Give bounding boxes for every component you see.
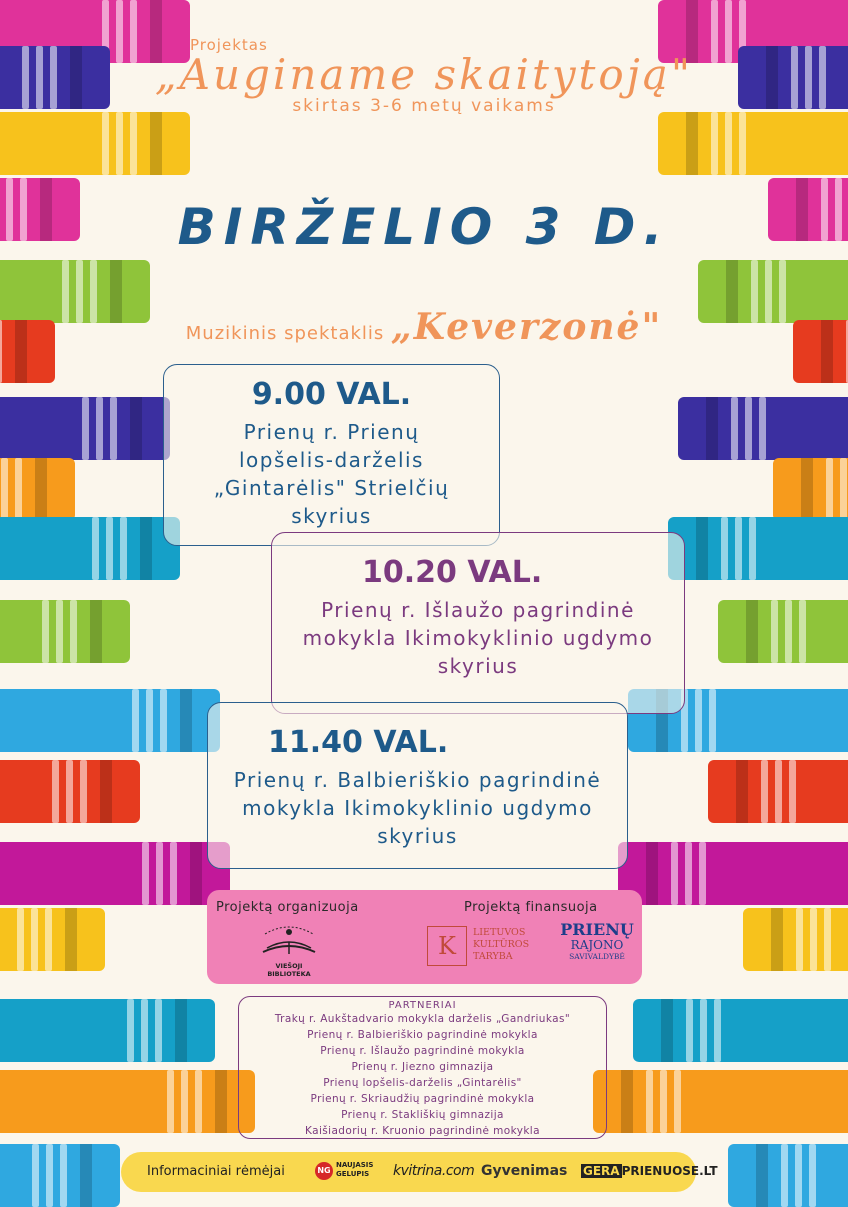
book-stripe (711, 112, 718, 175)
book-spine (0, 600, 130, 663)
book-spine (593, 1070, 848, 1133)
book-stripe (56, 600, 63, 663)
book-stripe (646, 1070, 653, 1133)
book-band (130, 397, 142, 460)
partner-item: Prienų r. Išlaužo pagrindinė mokykla (320, 1045, 525, 1057)
book-stripe (156, 842, 163, 905)
book-stripe (789, 760, 796, 823)
book-stripe (132, 689, 139, 752)
book-spine (0, 908, 105, 971)
book-stripe (181, 1070, 188, 1133)
event-box-2 (271, 532, 685, 714)
book-stripe (671, 842, 678, 905)
ltk-line-2: KULTŪROS (473, 939, 530, 950)
book-band (215, 1070, 227, 1133)
book-stripe (721, 517, 728, 580)
partner-item: Prienų r. Jiezno gimnazija (351, 1061, 494, 1073)
organizes-label: Projektą organizuoja (216, 900, 359, 915)
book-stripe (160, 689, 167, 752)
book-stripe (674, 1070, 681, 1133)
ng-line-1: NAUJASIS (336, 1161, 374, 1169)
book-band (646, 842, 658, 905)
book-stripe (15, 458, 22, 521)
event-place: Prienų r. Prienų lopšelis-darželis „Gintarėlis" Strielčių skyrius (213, 420, 450, 528)
book-spine (0, 842, 230, 905)
book-stripe (799, 600, 806, 663)
book-spine (0, 112, 190, 175)
book-stripe (195, 1070, 202, 1133)
prienai-line-1: PRIENŲ (560, 920, 634, 939)
book-spine (0, 458, 75, 521)
partner-item: Prienų r. Balbieriškio pagrindinė mokykla (307, 1029, 538, 1041)
book-stripe (46, 1144, 53, 1207)
book-spine (0, 517, 180, 580)
book-stripe (709, 689, 716, 752)
book-band (706, 397, 718, 460)
partner-item: Prienų lopšelis-darželis „Gintarėlis" (323, 1077, 522, 1089)
show-label: Muzikinis spektaklis (185, 323, 385, 344)
book-spine (658, 112, 848, 175)
project-label: Projektas (190, 36, 268, 54)
book-band (736, 760, 748, 823)
book-stripe (116, 112, 123, 175)
event-box-1 (163, 364, 500, 546)
book-spine (0, 397, 170, 460)
book-stripe (699, 842, 706, 905)
book-stripe (810, 908, 817, 971)
book-band (150, 112, 162, 175)
book-stripe (170, 842, 177, 905)
book-spine (773, 458, 848, 521)
book-stripe (127, 999, 134, 1062)
finances-label: Projektą finansuoja (464, 900, 598, 915)
book-band (180, 689, 192, 752)
book-stripe (17, 908, 24, 971)
event-date: BIRŽELIO 3 D. (177, 198, 671, 256)
event-box-3 (207, 702, 628, 869)
book-spine (718, 600, 848, 663)
gera-text: GERA (583, 1164, 620, 1178)
book-stripe (60, 1144, 67, 1207)
book-band (35, 458, 47, 521)
book-stripe (826, 458, 833, 521)
book-stripe (761, 760, 768, 823)
book-band (696, 517, 708, 580)
prienai-line-3: SAVIVALDYBĖ (569, 952, 625, 961)
prienuose-text: PRIENUOSE.LT (621, 1164, 718, 1178)
book-stripe (795, 1144, 802, 1207)
library-logo (255, 922, 323, 978)
partner-item: Kaišiadorių r. Kruonio pagrindinė mokykla (305, 1125, 540, 1137)
ng-badge: NG (315, 1162, 333, 1180)
book-stripe (167, 1070, 174, 1133)
book-band (90, 600, 102, 663)
book-stripe (141, 999, 148, 1062)
book-spine (0, 689, 220, 752)
book-stripe (45, 908, 52, 971)
ltk-line-3: TARYBA (473, 951, 513, 962)
book-stripe (70, 600, 77, 663)
gyvenimas-logo: Gyvenimas (481, 1163, 568, 1179)
book-stripe (686, 999, 693, 1062)
book-stripe (66, 760, 73, 823)
book-stripe (146, 689, 153, 752)
book-spine (743, 908, 848, 971)
book-band (661, 999, 673, 1062)
book-spine (0, 1070, 255, 1133)
book-band (746, 600, 758, 663)
book-stripe (809, 1144, 816, 1207)
event-place: Prienų r. Išlaužo pagrindinė mokykla Ikimokyklinio ugdymo skyrius (302, 598, 654, 678)
book-spine (0, 1144, 120, 1207)
partners-heading: PARTNERIAI (388, 1000, 457, 1011)
book-stripe (106, 517, 113, 580)
book-stripe (142, 842, 149, 905)
book-spine (728, 1144, 848, 1207)
book-band (686, 112, 698, 175)
book-band (65, 908, 77, 971)
partner-item: Prienų r. Skriaudžių pagrindinė mokykla (310, 1093, 535, 1105)
book-band (771, 908, 783, 971)
book-stripe (785, 600, 792, 663)
book-stripe (52, 760, 59, 823)
book-spine (678, 397, 848, 460)
book-stripe (735, 517, 742, 580)
book-stripe (155, 999, 162, 1062)
book-stripe (82, 397, 89, 460)
book-stripe (92, 517, 99, 580)
book-stripe (749, 517, 756, 580)
project-subtitle: skirtas 3-6 metų vaikams (292, 96, 556, 116)
partners-box (238, 996, 607, 1139)
book-spine (0, 760, 140, 823)
book-spine (668, 517, 848, 580)
book-band (80, 1144, 92, 1207)
book-stripe (110, 397, 117, 460)
library-logo-text: VIEŠOJI BIBLIOTEKA (267, 962, 311, 978)
book-stripe (725, 112, 732, 175)
book-stripe (31, 908, 38, 971)
partner-item: Trakų r. Aukštadvario mokykla darželis „Gandriukas" (274, 1013, 571, 1025)
media-sponsors-bar (121, 1152, 718, 1192)
book-stripe (796, 908, 803, 971)
book-stripe (840, 458, 847, 521)
book-stripe (96, 397, 103, 460)
partner-item: Prienų r. Stakliškių gimnazija (341, 1109, 504, 1121)
book-stripe (130, 112, 137, 175)
book-stripe (1, 458, 8, 521)
gera-prienuose-logo (581, 1164, 718, 1178)
show-name: „Keverzonė" (391, 306, 663, 348)
book-band (801, 458, 813, 521)
book-band (140, 517, 152, 580)
book-spine (708, 760, 848, 823)
book-stripe (80, 760, 87, 823)
book-stripe (745, 397, 752, 460)
book-band (756, 1144, 768, 1207)
book-stripe (700, 999, 707, 1062)
event-time: 10.20 VAL. (362, 555, 543, 590)
book-stripe (695, 689, 702, 752)
prienai-line-2: RAJONO (570, 938, 624, 952)
book-stripe (731, 397, 738, 460)
ng-line-2: GELUPIS (336, 1170, 370, 1178)
ltk-letter: K (427, 926, 467, 966)
event-place: Prienų r. Balbieriškio pagrindinė mokykla Ikimokyklinio ugdymo skyrius (233, 768, 602, 848)
book-stripe (771, 600, 778, 663)
book-band (190, 842, 202, 905)
book-stripe (660, 1070, 667, 1133)
book-spine (618, 842, 848, 905)
ltk-line-1: LIETUVOS (473, 927, 526, 938)
event-time: 11.40 VAL. (268, 725, 449, 760)
book-stripe (714, 999, 721, 1062)
book-band (621, 1070, 633, 1133)
book-stripe (120, 517, 127, 580)
book-stripe (759, 397, 766, 460)
prienai-logo (557, 922, 637, 972)
show-line (0, 306, 848, 348)
book-spine (633, 999, 848, 1062)
book-stripe (685, 842, 692, 905)
book-band (100, 760, 112, 823)
book-stripe (739, 112, 746, 175)
book-stripe (42, 600, 49, 663)
book-stripe (32, 1144, 39, 1207)
book-stripe (824, 908, 831, 971)
book-band (175, 999, 187, 1062)
book-spine (0, 999, 215, 1062)
book-stripe (102, 112, 109, 175)
event-time: 9.00 VAL. (251, 377, 412, 412)
book-icon (255, 922, 323, 958)
project-title: „Auginame skaitytoją" (154, 50, 694, 99)
organizers-panel (207, 890, 642, 984)
book-stripe (781, 1144, 788, 1207)
sponsors-label: Informaciniai rėmėjai (147, 1164, 285, 1179)
kvitrina-logo: kvitrina.com (393, 1163, 475, 1179)
book-stripe (775, 760, 782, 823)
ltk-logo (427, 926, 537, 972)
